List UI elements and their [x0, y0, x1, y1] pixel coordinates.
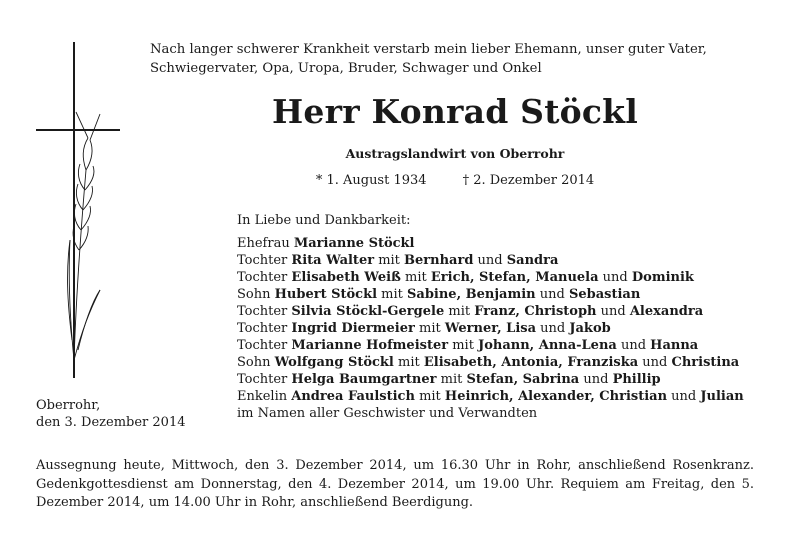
- mourner-text: und: [473, 253, 507, 268]
- mourner-line: [237, 286, 744, 303]
- cross-icon: [36, 42, 120, 378]
- mourner-text: und: [535, 287, 569, 302]
- mourner-text: und: [596, 304, 630, 319]
- mourner-name: Bernhard: [404, 253, 474, 268]
- mourner-name: Marianne Hofmeister: [291, 338, 449, 353]
- mourner-text: Enkelin: [237, 389, 292, 404]
- mourner-list: [237, 235, 744, 422]
- mourner-text: mit: [444, 304, 475, 319]
- mourner-text: und: [536, 321, 570, 336]
- place-date: [36, 397, 186, 431]
- mourner-name: Helga Baumgartner: [291, 372, 437, 387]
- mourner-name: Marianne Stöckl: [293, 236, 415, 251]
- mourner-text: mit: [414, 321, 445, 336]
- mourner-name: Hubert Stöckl: [274, 287, 378, 302]
- mourner-text: mit: [374, 253, 405, 268]
- mourner-name: Johann, Anna-Lena: [478, 338, 617, 353]
- place: Oberrohr,: [36, 398, 101, 413]
- mourner-name: Sebastian: [568, 287, 641, 302]
- mourner-name: Phillip: [612, 372, 661, 387]
- mourner-line: [237, 235, 744, 252]
- mourner-text: mit: [377, 287, 408, 302]
- mourner-line: [237, 371, 744, 388]
- mourner-name: Werner, Lisa: [444, 321, 537, 336]
- mourner-text: Sohn: [237, 287, 275, 302]
- deceased-name: Herr Konrad Stöckl: [272, 92, 638, 131]
- mourner-text: im Namen aller Geschwister und Verwandten: [237, 406, 538, 421]
- mourner-text: mit: [400, 270, 431, 285]
- mourner-text: Sohn: [237, 355, 275, 370]
- notice-date: den 3. Dezember 2014: [36, 415, 186, 430]
- mourner-name: Wolfgang Stöckl: [274, 355, 394, 370]
- cross-with-wheat-icon: [30, 40, 140, 380]
- mourner-text: Tochter: [237, 372, 292, 387]
- mourner-text: mit: [393, 355, 424, 370]
- mourner-text: Tochter: [237, 338, 292, 353]
- mourner-text: und: [598, 270, 632, 285]
- mourner-line: [237, 252, 744, 269]
- life-dates: [150, 173, 760, 188]
- intro-text: Nach langer schwerer Krankheit verstarb mein lieber Ehemann, unser guter Vater, Schwiegervater, Opa, Uropa, Bruder, Schwager und Onkel: [150, 42, 707, 76]
- mourner-line: [237, 337, 744, 354]
- mourner-text: und: [638, 355, 672, 370]
- mourner-name: Heinrich, Alexander, Christian: [444, 389, 668, 404]
- occupation: Austragslandwirt von Oberrohr: [345, 146, 565, 161]
- mourner-name: Rita Walter: [291, 253, 375, 268]
- mourner-name: Elisabeth, Antonia, Franziska: [423, 355, 639, 370]
- mourner-text: und: [579, 372, 613, 387]
- mourner-line: [237, 405, 744, 422]
- thanks-line: In Liebe und Dankbarkeit:: [237, 213, 411, 228]
- death-date: † 2. Dezember 2014: [462, 173, 595, 188]
- mourner-text: mit: [448, 338, 479, 353]
- mourner-text: und: [667, 389, 701, 404]
- mourner-name: Dominik: [631, 270, 694, 285]
- mourner-name: Franz, Christoph: [474, 304, 597, 319]
- mourner-line: [237, 269, 744, 286]
- mourner-line: [237, 354, 744, 371]
- mourner-name: Erich, Stefan, Manuela: [430, 270, 599, 285]
- mourner-name: Julian: [700, 389, 744, 404]
- mourner-text: mit: [414, 389, 445, 404]
- mourner-text: Tochter: [237, 304, 292, 319]
- mourner-name: Alexandra: [629, 304, 704, 319]
- mourner-name: Sandra: [506, 253, 559, 268]
- mourner-name: Stefan, Sabrina: [466, 372, 580, 387]
- mourner-text: und: [616, 338, 651, 353]
- mourner-name: Andrea Faulstich: [291, 389, 415, 404]
- birth-date: * 1. August 1934: [315, 173, 427, 188]
- mourner-name: Ingrid Diermeier: [291, 321, 415, 336]
- mourner-text: Tochter: [237, 270, 292, 285]
- mourner-text: Ehefrau: [237, 236, 294, 251]
- mourner-name: Elisabeth Weiß: [291, 270, 401, 285]
- mourner-name: Christina: [671, 355, 740, 370]
- mourner-text: Tochter: [237, 321, 292, 336]
- mourner-text: mit: [436, 372, 467, 387]
- mourner-name: Hanna: [650, 338, 699, 353]
- mourner-line: [237, 388, 744, 405]
- wheat-ear-icon: [68, 112, 100, 360]
- mourner-line: [237, 320, 744, 337]
- mourner-name: Jakob: [569, 321, 611, 336]
- mourner-name: Sabine, Benjamin: [407, 287, 536, 302]
- mourner-text: Tochter: [237, 253, 292, 268]
- service-details: Aussegnung heute, Mittwoch, den 3. Dezember 2014, um 16.30 Uhr in Rohr, anschließend Rosenkranz. Gedenkgottesdienst am Donnerstag, den 4. Dezember 2014, um 19.00 Uhr. Requiem am Freitag, den 5. Dezember 2014, um 14.00 Uhr in Rohr, anschließend Beerdigung.: [36, 458, 754, 510]
- mourner-name: Silvia Stöckl-Gergele: [291, 304, 445, 319]
- mourner-line: [237, 303, 744, 320]
